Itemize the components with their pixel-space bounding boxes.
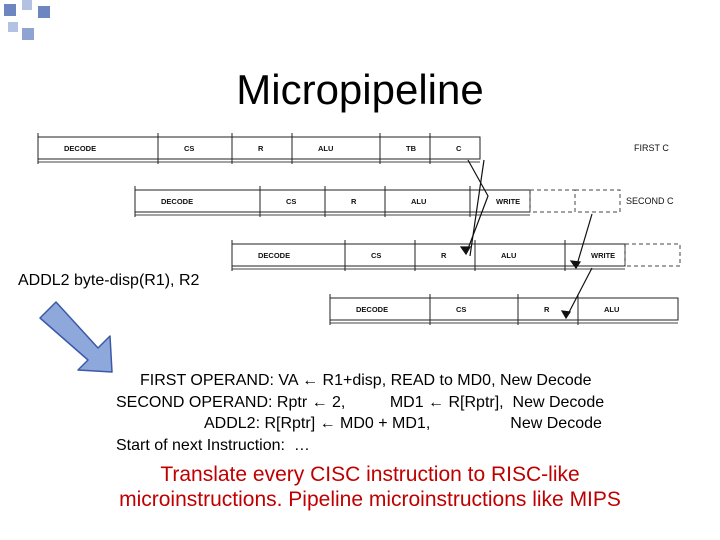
pipeline-row [135, 186, 674, 217]
stage-label: DECODE [161, 197, 194, 206]
stage-label: CS [286, 197, 297, 206]
footer-line-2: microinstructions. Pipeline microinstructions like MIPS [119, 488, 621, 511]
stage-label: DECODE [64, 144, 97, 153]
stage-box-dashed [530, 190, 575, 212]
stage-label: C [456, 144, 462, 153]
instruction-text: ADDL2 byte-disp(R1), R2 [18, 272, 200, 289]
stage-box [385, 190, 470, 212]
stage-label: ALU [411, 197, 427, 206]
stage-box [430, 137, 480, 159]
stage-label: CS [371, 251, 382, 260]
step-second-operand: SECOND OPERAND: Rptr ← 2, MD1 ← R[Rptr], New Decode [116, 394, 605, 411]
step-addl2: ADDL2: R[Rptr] ← MD0 + MD1, New Decode [204, 415, 602, 432]
stage-label: R [351, 197, 357, 206]
stage-box [292, 137, 380, 159]
stage-box [380, 137, 430, 159]
stage-box-dashed [575, 190, 620, 212]
stage-label: WRITE [496, 197, 521, 206]
stage-label: CS [184, 144, 195, 153]
stage-label: DECODE [356, 305, 389, 314]
stage-label: ALU [501, 251, 517, 260]
pipeline-row [232, 240, 680, 271]
footer-note [0, 462, 720, 512]
stage-box [578, 298, 678, 320]
stage-label: TB [406, 144, 416, 153]
stage-label: ALU [318, 144, 334, 153]
row-label: FIRST C [634, 143, 669, 153]
step-first-operand: FIRST OPERAND: VA ← R1+disp, READ to MD0, New Decode [140, 372, 592, 389]
stage-label: ALU [604, 305, 620, 314]
blue-down-arrow [40, 302, 112, 372]
slide-title: Micropipeline [236, 66, 484, 113]
footer-line-1: Translate every CISC instruction to RISC-like [160, 463, 580, 486]
step-next-instruction: Start of next Instruction: … [116, 437, 310, 454]
stage-box [135, 190, 260, 212]
pipeline-row [330, 294, 678, 325]
stage-label: WRITE [591, 251, 616, 260]
stage-box [158, 137, 232, 159]
stage-box [475, 244, 565, 266]
pipeline-row [38, 133, 669, 164]
stage-label: CS [456, 305, 467, 314]
stage-box [38, 137, 158, 159]
stage-label: R [258, 144, 264, 153]
dependency-arrows [461, 160, 592, 318]
stage-label: DECODE [258, 251, 291, 260]
stage-label: R [441, 251, 447, 260]
stage-box-dashed [625, 244, 680, 266]
row-label: SECOND C [626, 196, 674, 206]
stage-label: R [544, 305, 550, 314]
stage-box [430, 298, 518, 320]
